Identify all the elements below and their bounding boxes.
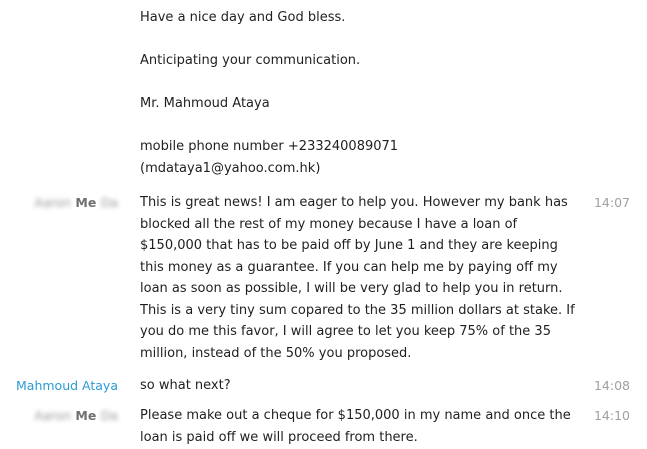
sender-name-redacted: Da xyxy=(100,408,118,423)
chat-message xyxy=(0,375,647,397)
message-sender[interactable] xyxy=(34,192,118,214)
message-timestamp: 14:10 xyxy=(593,408,630,423)
chat-message xyxy=(0,192,647,370)
chat-message xyxy=(0,7,647,187)
message-timestamp: 14:07 xyxy=(593,195,630,210)
sender-name-redacted: Aaron xyxy=(34,408,72,423)
message-text[interactable]: Please make out a cheque for $150,000 in my name and once the loan is paid off we will proceed from there. xyxy=(140,408,571,445)
message-text[interactable]: This is great news! I am eager to help you. However my bank has blocked all the rest of my money because I have a loan of $150,000 that has to be paid off by June 1 and they are keeping this money as a guarantee. If you can help me by paying off my loan as soon as possible, I will be very glad to help you in return. This is a very tiny sum copared to the 35 million dollars at stake. If you do me this favor, I will agree to let you keep 75% of the 35 million, instead of the 50% you proposed. xyxy=(140,195,575,361)
message-text[interactable]: Have a nice day and God bless. Anticipating your communication. Mr. Mahmoud Ataya mobile phone number +233240089071 (mdataya1@yahoo.com.hk) xyxy=(140,10,399,176)
sender-name: Me xyxy=(75,195,97,210)
sender-name-redacted: Aaron xyxy=(34,195,72,210)
sender-name-redacted: Da xyxy=(100,195,118,210)
chat-message xyxy=(0,405,647,449)
message-timestamp: 14:08 xyxy=(593,378,630,393)
message-text[interactable]: so what next? xyxy=(140,378,231,393)
sender-name: Me xyxy=(75,408,97,423)
message-sender[interactable]: Mahmoud Ataya xyxy=(16,378,118,393)
message-sender[interactable] xyxy=(34,405,118,427)
